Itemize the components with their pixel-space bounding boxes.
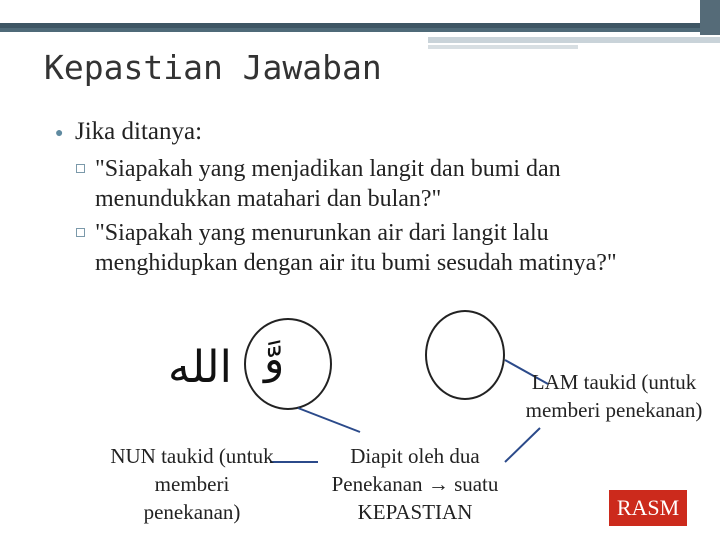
sub-bullet-2-text: "Siapakah yang menurunkan air dari langit lalu menghidupkan dengan air itu bumi sesudah matinya?" — [95, 220, 617, 276]
diapit-label — [312, 442, 518, 526]
diapit-line-1: Diapit oleh dua — [350, 444, 480, 468]
circle-to-diapit-line — [298, 408, 360, 432]
lam-taukid-label: LAM taukid (untuk memberi penekanan) — [525, 370, 703, 422]
right-arrow-icon: → — [427, 472, 449, 496]
main-bullet-text: Jika ditanya: — [75, 118, 203, 145]
slide-title: Kepastian Jawaban — [44, 48, 382, 87]
sub-bullet-1-text: "Siapakah yang menjadikan langit dan bumi dan menundukkan matahari dan bulan?" — [95, 156, 561, 212]
nun-taukid-label: NUN taukid (untuk memberi penekanan) — [110, 444, 274, 524]
diapit-line-3: KEPASTIAN — [357, 500, 473, 524]
bullet-dot-icon: ● — [55, 126, 64, 141]
diapit-line-2-after: suatu — [454, 472, 499, 496]
arabic-word: الله — [168, 342, 232, 393]
rasm-button[interactable]: RASM — [609, 490, 687, 526]
arabic-circled-glyph: وَّ — [264, 334, 285, 383]
diapit-line-2 — [312, 470, 518, 498]
diapit-line-2-text: Penekanan — [331, 472, 423, 496]
